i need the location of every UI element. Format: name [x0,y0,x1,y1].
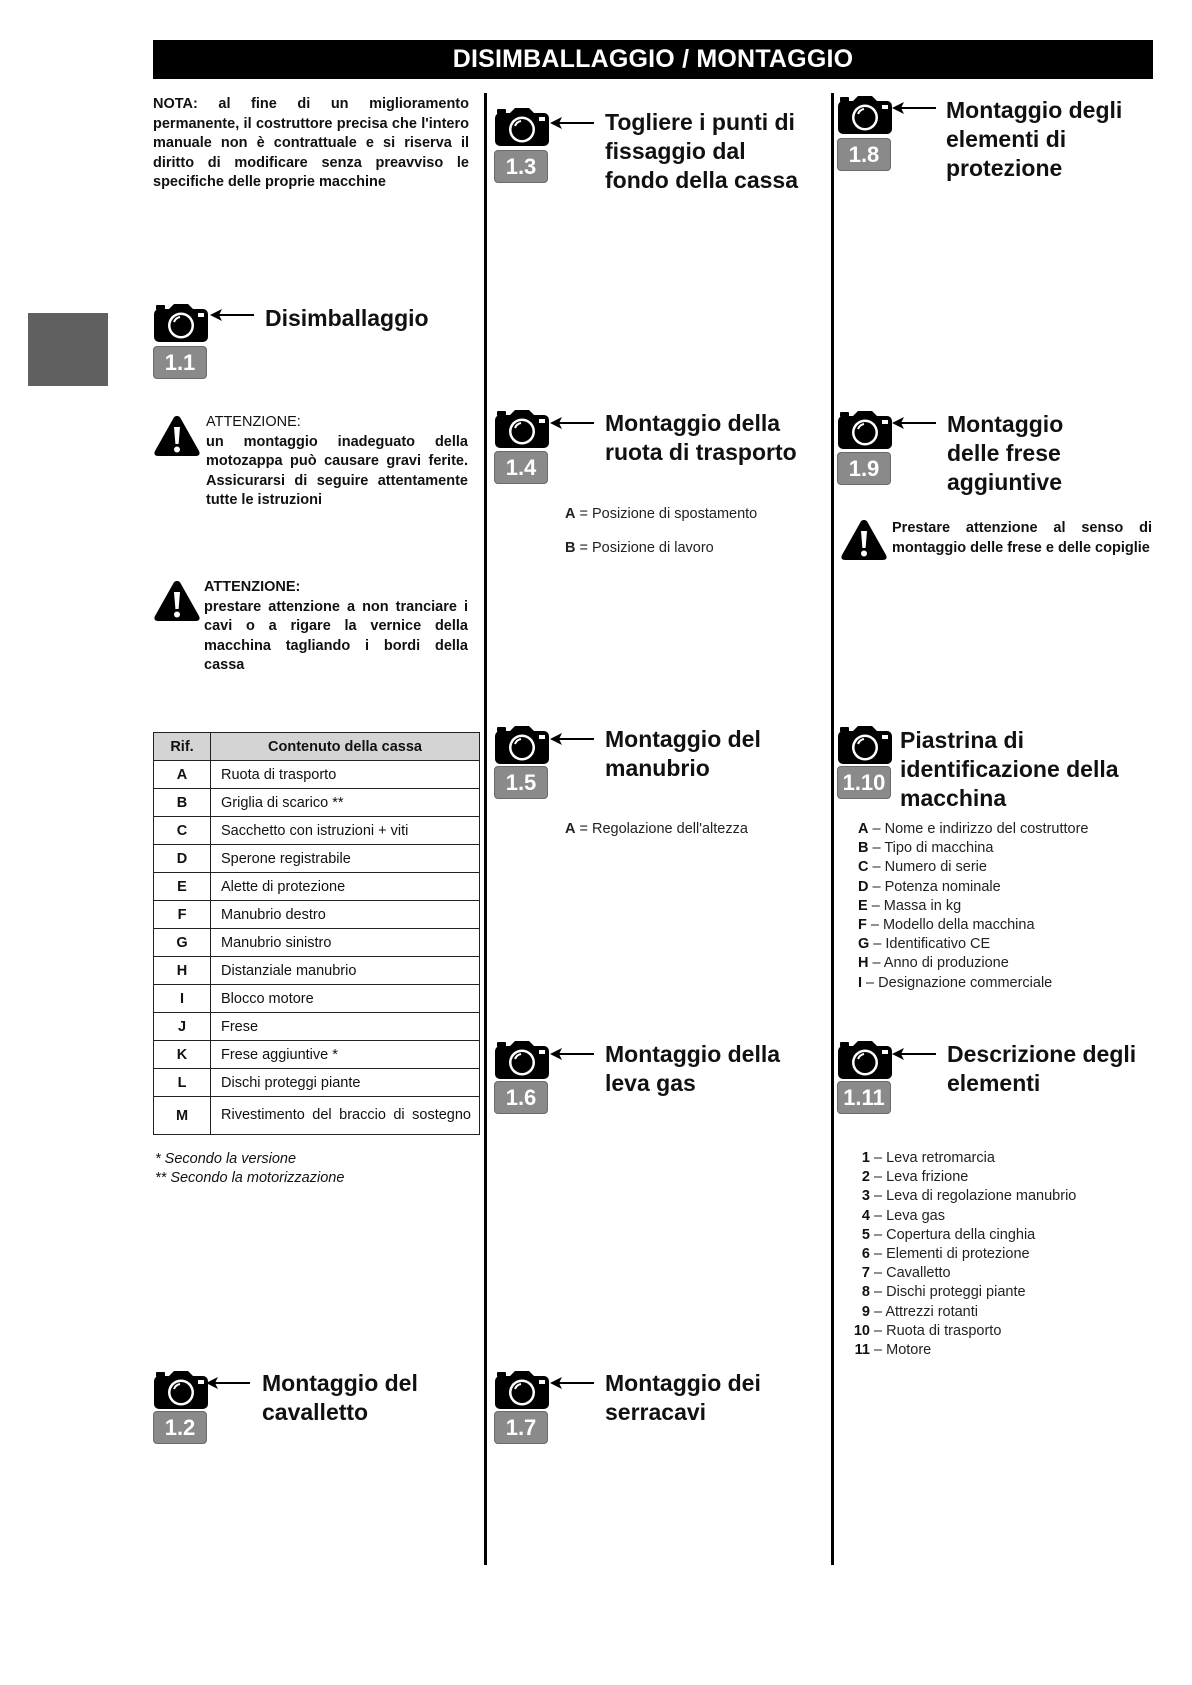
section-title-1-11 [947,1040,1136,1098]
list-item [852,1264,1076,1283]
list-text: – Leva di regolazione manubrio [870,1188,1077,1205]
table-cell-content: Griglia di scarico ** [211,789,480,817]
arrow-left-icon [550,732,594,746]
table-cell-content: Frese aggiuntive * [211,1041,480,1069]
list-text: – Designazione commerciale [862,974,1053,991]
list-text: – Nome e indirizzo del costruttore [868,821,1089,837]
list-text: – Anno di produzione [868,955,1009,972]
list-text: – Attrezzi rotanti [870,1303,978,1320]
list-text: – Leva gas [870,1207,945,1224]
list-key: 2 [861,1169,870,1186]
legend-key: A [565,506,576,522]
list-item [858,954,1089,973]
column-divider-right [831,93,834,1565]
table-row [154,845,480,873]
table-row [154,929,480,957]
table-cell-content: Blocco motore [211,985,480,1013]
table-row [154,901,480,929]
warning-2-text: prestare attenzione a non tranciare i cavi o a rigare la vernice della macchina tagliando i bordi della cassa [204,598,468,673]
table-cell-content: Sperone registrabile [211,845,480,873]
section-title-line: fissaggio dal [605,138,746,164]
section-title-1-5 [605,725,761,783]
list-item [858,974,1089,993]
section-badge-1-8: 1.8 [837,138,891,171]
table-cell-ref: J [154,1013,211,1041]
table-header-content: Contenuto della cassa [211,733,480,761]
section-badge-1-6: 1.6 [494,1081,548,1114]
legend-a-1-5 [565,820,748,839]
camera-icon [153,303,209,343]
list-key: 3 [861,1188,870,1205]
table-cell-ref: B [154,789,211,817]
camera-icon [494,1040,550,1080]
section-title-line: Montaggio [947,411,1064,437]
list-item [858,935,1089,954]
section-title-line: aggiuntive [947,469,1063,495]
legend-key: A [565,821,576,837]
list-key: G [858,936,870,953]
section-title-line: delle frese [947,440,1061,466]
list-text: – Elementi di protezione [870,1246,1030,1263]
section-title-line: cavalletto [262,1399,369,1425]
table-row [154,761,480,789]
footnote-motor: ** Secondo la motorizzazione [155,1170,345,1186]
nota-paragraph: NOTA: al fine di un miglioramento permanente, il costruttore precisa che l'intero manuale non è contrattuale e si riserva il diritto di modificare senza preavviso le specifiche delle proprie macchine [153,96,469,190]
section-title-1-9 [947,410,1063,497]
table-cell-ref: D [154,845,211,873]
table-cell-content: Rivestimento del braccio di sostegno [211,1097,480,1135]
table-cell-ref: C [154,817,211,845]
camera-icon [494,1370,550,1410]
list-key: D [858,878,869,895]
id-plate-list [858,820,1089,993]
arrow-left-icon [206,1376,250,1390]
warning-1-9: Prestare attenzione al senso di montaggio delle frese e delle copiglie [892,520,1152,556]
section-badge-1-7: 1.7 [494,1411,548,1444]
list-item [858,820,1089,839]
table-cell-ref: I [154,985,211,1013]
list-item [858,897,1089,916]
footnotes [155,1150,344,1188]
camera-icon [494,107,550,147]
list-text: – Leva frizione [870,1169,969,1186]
table-cell-ref: F [154,901,211,929]
camera-icon [153,1370,209,1410]
section-title-line: identificazione della [900,756,1119,782]
list-text: – Ruota di trasporto [870,1322,1002,1339]
legend-b-1-4 [565,539,714,558]
table-cell-ref: H [154,957,211,985]
list-text: – Dischi proteggi piante [870,1284,1026,1301]
footnote-version: * Secondo la versione [155,1151,297,1167]
section-badge-1-10: 1.10 [837,766,891,799]
list-key: 5 [861,1226,870,1243]
camera-icon [837,410,893,450]
warning-icon [153,414,201,458]
table-row [154,1013,480,1041]
list-text: – Potenza nominale [868,878,1001,895]
warning-1 [206,413,468,511]
list-item [852,1303,1076,1322]
legend-key: B [565,540,576,556]
list-key: 7 [861,1265,870,1282]
list-item [852,1322,1076,1341]
section-title-line: Piastrina di [900,727,1024,753]
list-key: F [858,917,867,934]
table-header-row [154,733,480,761]
table-cell-ref: A [154,761,211,789]
section-title-line: protezione [946,155,1063,181]
section-title-1-10 [900,726,1119,813]
table-row [154,873,480,901]
section-title-line: Montaggio dei [605,1370,761,1396]
section-badge-1-1: 1.1 [153,346,207,379]
table-cell-ref: K [154,1041,211,1069]
list-key: 6 [861,1246,870,1263]
arrow-left-icon [210,308,254,322]
section-title-line: Montaggio della [605,410,781,436]
list-text: – Modello della macchina [866,917,1035,934]
list-item [852,1283,1076,1302]
list-text: – Motore [870,1342,932,1359]
list-text: – Tipo di macchina [868,840,994,857]
list-item [852,1207,1076,1226]
warning-1-text: un montaggio inadeguato della motozappa può causare gravi ferite. Assicurarsi di seguire attentamente tutte le istruzioni [206,433,468,508]
table-cell-content: Dischi proteggi piante [211,1069,480,1097]
list-key: 10 [853,1322,870,1339]
section-title-1-4 [605,409,797,467]
crate-contents-table [153,732,480,1135]
list-key: I [858,974,863,991]
legend-text: = Regolazione dell'altezza [575,821,748,837]
arrow-left-icon [892,1047,936,1061]
list-text: – Cavalletto [870,1265,951,1282]
list-item [852,1226,1076,1245]
arrow-left-icon [550,1047,594,1061]
list-text: – Copertura della cinghia [870,1226,1036,1243]
section-title-line: serracavi [605,1399,707,1425]
section-title-line: Montaggio del [262,1370,418,1396]
section-title-1-6 [605,1040,780,1098]
list-item [858,839,1089,858]
section-title-line: fondo della cassa [605,167,799,193]
legend-a-1-4 [565,505,757,524]
warning-2 [204,578,468,676]
camera-icon [837,95,893,135]
list-key: 8 [861,1284,870,1301]
camera-icon [494,725,550,765]
table-cell-ref: E [154,873,211,901]
list-item [852,1341,1076,1360]
table-row [154,957,480,985]
warning-icon [153,579,201,623]
elements-list [852,1149,1076,1360]
table-cell-ref: M [154,1097,211,1135]
list-key: 11 [854,1342,870,1359]
list-text: – Leva retromarcia [870,1150,995,1166]
list-key: A [858,821,869,837]
section-title-line: elementi [947,1070,1041,1096]
warning-2-lead: ATTENZIONE: [204,579,301,595]
table-row [154,1069,480,1097]
table-cell-content: Ruota di trasporto [211,761,480,789]
section-title-1-3 [605,108,798,195]
section-title-line: Montaggio degli [946,97,1123,123]
list-text: – Massa in kg [867,897,962,914]
camera-icon [494,409,550,449]
page-title: DISIMBALLAGGIO / MONTAGGIO [452,45,854,73]
section-title-1-2 [262,1369,418,1427]
warning-icon [840,518,888,562]
list-item [858,916,1089,935]
list-item [852,1149,1076,1168]
list-key: 9 [861,1303,870,1320]
camera-icon [837,725,893,765]
table-cell-content: Manubrio sinistro [211,929,480,957]
list-key: H [858,955,869,972]
section-badge-1-11: 1.11 [837,1081,891,1114]
list-key: C [858,859,869,876]
arrow-left-icon [550,116,594,130]
legend-text: = Posizione di lavoro [575,540,714,556]
table-row [154,789,480,817]
list-key: 1 [861,1150,870,1166]
section-badge-1-2: 1.2 [153,1411,207,1444]
list-item [852,1245,1076,1264]
list-item [858,878,1089,897]
section-title-1-1: Disimballaggio [265,305,429,331]
table-cell-content: Sacchetto con istruzioni + viti [211,817,480,845]
list-item [852,1187,1076,1206]
table-cell-content: Frese [211,1013,480,1041]
section-badge-1-3: 1.3 [494,150,548,183]
table-cell-ref: G [154,929,211,957]
section-title-line: macchina [900,785,1007,811]
section-badge-1-9: 1.9 [837,452,891,485]
warning-1-lead: ATTENZIONE: [206,414,301,430]
section-badge-1-5: 1.5 [494,766,548,799]
section-title-line: leva gas [605,1070,696,1096]
page-header [153,40,1153,79]
list-item [852,1168,1076,1187]
table-row [154,1041,480,1069]
table-cell-content: Alette di protezione [211,873,480,901]
section-title-line: manubrio [605,755,710,781]
section-badge-1-4: 1.4 [494,451,548,484]
section-title-1-8 [946,96,1122,183]
list-item [858,858,1089,877]
table-header-ref: Rif. [154,733,211,761]
section-title-line: Montaggio del [605,726,761,752]
section-title-1-7 [605,1369,761,1427]
table-cell-content: Distanziale manubrio [211,957,480,985]
table-cell-ref: L [154,1069,211,1097]
table-cell-content: Manubrio destro [211,901,480,929]
list-key: E [858,897,868,914]
list-key: 4 [861,1207,870,1224]
side-tab-marker [28,313,108,386]
arrow-left-icon [892,101,936,115]
table-row [154,1097,480,1135]
list-key: B [858,840,869,857]
list-text: – Identificativo CE [869,936,991,953]
legend-text: = Posizione di spostamento [575,506,758,522]
arrow-left-icon [892,416,936,430]
section-title-line: elementi di [946,126,1067,152]
section-title-line: Descrizione degli [947,1041,1137,1067]
camera-icon [837,1040,893,1080]
section-title-line: Togliere i punti di [605,109,795,135]
table-row [154,985,480,1013]
section-title-line: ruota di trasporto [605,439,797,465]
table-row [154,817,480,845]
arrow-left-icon [550,1376,594,1390]
column-divider-left [484,93,487,1565]
arrow-left-icon [550,416,594,430]
list-text: – Numero di serie [868,859,987,876]
section-title-line: Montaggio della [605,1041,781,1067]
